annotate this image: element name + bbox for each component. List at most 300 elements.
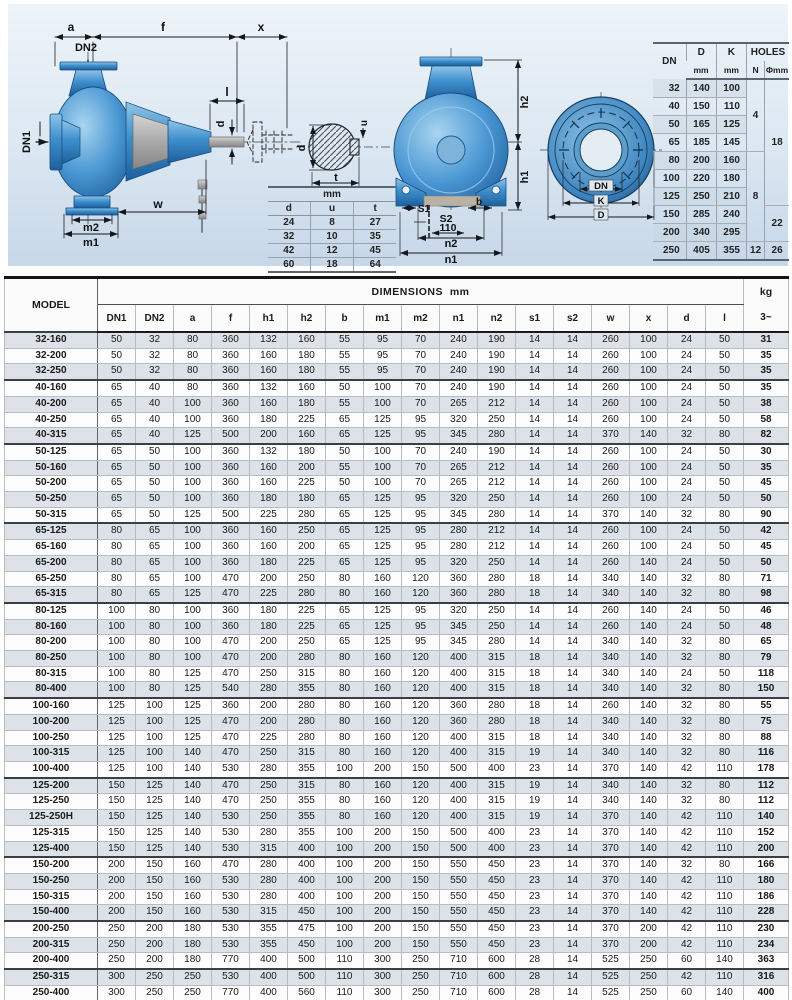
kg-cell: 88 [744,730,789,746]
model-cell: 32-160 [5,332,98,348]
dim-value-cell: 150 [402,889,440,905]
kg-cell: 35 [744,364,789,380]
dim-value-cell: 80 [326,714,364,730]
dim-value-cell: 150 [98,778,136,794]
dim-table-row [5,985,789,1000]
dim-value-cell: 530 [212,905,250,921]
dim-value-cell: 200 [250,698,288,714]
dim-value-cell: 160 [250,540,288,556]
dim-value-cell: 95 [364,332,402,348]
model-cell: 40-200 [5,396,98,412]
kg-cell: 42 [744,523,789,539]
dim-value-cell: 40 [136,428,174,444]
dim-value-cell: 125 [364,507,402,523]
dim-value-cell: 80 [326,794,364,810]
dim-table-row [5,746,789,762]
shaft-table-cell: 42 [268,244,310,258]
flange-table-cell: 140 [686,79,716,98]
dim-value-cell: 14 [516,460,554,476]
kg-column-header: kg [744,278,789,305]
dim-value-cell: 95 [402,555,440,571]
dim-value-cell: 110 [706,889,744,905]
dim-table-row [5,380,789,396]
flange-table-cell: 40 [653,98,686,116]
flange-table-cell: 295 [716,224,746,242]
dim-value-cell: 250 [250,794,288,810]
dim-value-cell: 80 [136,603,174,619]
dim-value-cell: 14 [516,619,554,635]
dim-dn1-label: DN1 [21,130,33,154]
dim-value-cell: 140 [630,857,668,873]
dim-value-cell: 225 [288,476,326,492]
model-cell: 250-315 [5,969,98,985]
dim-value-cell: 18 [516,730,554,746]
dim-value-cell: 200 [98,905,136,921]
dim-value-cell: 14 [554,810,592,826]
dim-value-cell: 500 [288,953,326,969]
dim-value-cell: 110 [706,905,744,921]
dim-value-cell: 160 [174,873,212,889]
dim-value-cell: 280 [440,540,478,556]
dim-value-cell: 125 [364,428,402,444]
dim-value-cell: 100 [136,746,174,762]
model-cell: 40-160 [5,380,98,396]
flange-holes-phi-cell: 26 [765,242,789,261]
dim-value-cell: 280 [288,651,326,667]
flange-table-row [653,206,789,224]
dim-value-cell: 65 [98,380,136,396]
dim-value-cell: 125 [136,778,174,794]
dim-table-row [5,460,789,476]
kg-cell: 112 [744,778,789,794]
dim-value-cell: 65 [98,428,136,444]
shaft-table-row [268,230,396,244]
dim-value-cell: 50 [136,492,174,508]
dim-value-cell: 95 [402,523,440,539]
kg-cell: 30 [744,444,789,460]
dim-value-cell: 80 [98,571,136,587]
dim-table-row [5,698,789,714]
dim-value-cell: 710 [440,985,478,1000]
dim-table-row [5,555,789,571]
kg-cell: 35 [744,348,789,364]
dim-value-cell: 525 [592,985,630,1000]
dim-value-cell: 14 [554,682,592,698]
shaft-table-row [268,258,396,273]
dim-value-cell: 42 [668,969,706,985]
dim-value-cell: 32 [136,348,174,364]
dim-value-cell: 160 [174,889,212,905]
dim-value-cell: 600 [478,985,516,1000]
dim-m1-label: m1 [83,237,99,249]
dim-value-cell: 100 [364,396,402,412]
model-cell: 80-250 [5,651,98,667]
dim-value-cell: 32 [668,730,706,746]
dim-value-cell: 450 [478,857,516,873]
model-cell: 40-315 [5,428,98,444]
dim-value-cell: 80 [136,666,174,682]
dim-value-cell: 50 [706,523,744,539]
dim-value-cell: 80 [706,794,744,810]
dim-table-row [5,666,789,682]
dim-value-cell: 28 [516,953,554,969]
dim-value-cell: 450 [478,873,516,889]
dim-value-cell: 160 [250,460,288,476]
dim-value-cell: 80 [98,540,136,556]
flange-d-label: D [597,210,605,221]
dim-value-cell: 80 [706,857,744,873]
dim-value-cell: 110 [706,841,744,857]
dim-value-cell: 340 [592,714,630,730]
dim-s1-label: S1 [417,204,431,215]
dim-value-cell: 50 [326,444,364,460]
dim-value-cell: 260 [592,698,630,714]
shaft-d-label: d [296,144,308,152]
dim-value-cell: 14 [516,603,554,619]
dim-table-row [5,396,789,412]
dim-value-cell: 160 [250,348,288,364]
dim-column-header: x [630,305,668,333]
dim-value-cell: 150 [402,937,440,953]
dim-value-cell: 120 [402,666,440,682]
dim-value-cell: 55 [326,396,364,412]
flange-table-cell: 32 [653,79,686,98]
dim-value-cell: 23 [516,825,554,841]
dim-value-cell: 500 [288,969,326,985]
dim-value-cell: 14 [554,666,592,682]
dim-value-cell: 140 [630,507,668,523]
dim-value-cell: 100 [174,492,212,508]
dim-table-row [5,682,789,698]
dim-value-cell: 65 [326,555,364,571]
dim-value-cell: 65 [98,412,136,428]
flange-table-cell: 65 [653,134,686,152]
dim-value-cell: 360 [212,412,250,428]
dim-value-cell: 450 [288,937,326,953]
dim-value-cell: 300 [364,969,402,985]
dimensions-span-header: DIMENSIONS mm [98,278,744,305]
dim-value-cell: 450 [478,905,516,921]
dim-value-cell: 50 [706,380,744,396]
dim-f-label: f [161,20,165,34]
dim-value-cell: 140 [630,651,668,667]
dim-column-header: h1 [250,305,288,333]
dim-value-cell: 340 [592,730,630,746]
dim-value-cell: 100 [630,476,668,492]
dim-value-cell: 200 [250,635,288,651]
shaft-table-cell: 60 [268,258,310,273]
dim-value-cell: 600 [478,953,516,969]
dim-value-cell: 60 [668,985,706,1000]
dim-value-cell: 160 [250,364,288,380]
dim-value-cell: 18 [516,682,554,698]
dim-value-cell: 180 [250,492,288,508]
kg-cell: 180 [744,873,789,889]
dim-value-cell: 24 [668,666,706,682]
dim-value-cell: 32 [668,571,706,587]
dim-value-cell: 470 [212,746,250,762]
dim-table-row [5,730,789,746]
dim-table-row [5,492,789,508]
dim-value-cell: 260 [592,444,630,460]
dim-value-cell: 315 [478,682,516,698]
dim-table-row [5,921,789,937]
dim-value-cell: 710 [440,969,478,985]
dim-value-cell: 200 [364,873,402,889]
dim-value-cell: 140 [630,428,668,444]
dim-value-cell: 14 [554,476,592,492]
dim-value-cell: 65 [98,476,136,492]
dim-value-cell: 125 [364,540,402,556]
dim-value-cell: 150 [402,761,440,777]
flange-table-cell: 250 [686,188,716,206]
dim-value-cell: 50 [706,348,744,364]
dim-n1-label: n1 [444,254,458,266]
dim-value-cell: 360 [212,476,250,492]
dim-value-cell: 110 [326,985,364,1000]
flange-table-cell: 355 [716,242,746,261]
dim-column-header: DN1 [98,305,136,333]
flange-table-cell: 110 [716,98,746,116]
dim-table-row [5,810,789,826]
dim-value-cell: 14 [554,444,592,460]
flange-table-row [653,79,789,98]
dim-value-cell: 360 [440,698,478,714]
dim-value-cell: 140 [630,905,668,921]
dim-value-cell: 340 [592,794,630,810]
flange-dimensions-table [653,42,789,261]
dim-value-cell: 345 [440,619,478,635]
dim-value-cell: 150 [136,873,174,889]
dim-value-cell: 240 [440,380,478,396]
kg-cell: 48 [744,619,789,635]
dim-value-cell: 160 [364,714,402,730]
dim-value-cell: 280 [478,507,516,523]
dim-value-cell: 24 [668,492,706,508]
dim-value-cell: 32 [668,714,706,730]
dim-value-cell: 180 [288,348,326,364]
dim-value-cell: 32 [668,857,706,873]
dim-value-cell: 200 [288,460,326,476]
model-cell: 50-160 [5,460,98,476]
dim-value-cell: 280 [478,587,516,603]
dim-value-cell: 132 [250,380,288,396]
dim-h1-label: h1 [519,170,531,184]
dim-value-cell: 400 [440,682,478,698]
dim-value-cell: 260 [592,332,630,348]
dim-table-row [5,905,789,921]
flange-holes-phi-cell: 18 [765,79,789,206]
dim-value-cell: 100 [98,635,136,651]
pump-dimensions-table [4,276,789,1000]
flange-table-cell: 220 [686,170,716,188]
model-cell: 65-200 [5,555,98,571]
dim-value-cell: 250 [98,937,136,953]
dim-value-cell: 120 [402,714,440,730]
dim-value-cell: 100 [174,460,212,476]
dim-value-cell: 360 [440,714,478,730]
dim-value-cell: 14 [554,953,592,969]
dim-value-cell: 55 [326,348,364,364]
dim-value-cell: 315 [250,841,288,857]
kg-cell: 140 [744,810,789,826]
dim-value-cell: 125 [174,666,212,682]
kg-cell: 234 [744,937,789,953]
flange-table-cell: 200 [686,152,716,170]
kg-cell: 363 [744,953,789,969]
shaft-table-row [268,216,396,230]
dim-value-cell: 450 [288,905,326,921]
dim-value-cell: 23 [516,889,554,905]
dim-value-cell: 14 [516,428,554,444]
dim-value-cell: 120 [402,730,440,746]
flange-col-phi: Φmm [765,61,789,79]
dim-value-cell: 200 [250,571,288,587]
dim-value-cell: 80 [98,555,136,571]
dim-value-cell: 315 [478,810,516,826]
dim-table-row [5,889,789,905]
dim-value-cell: 160 [288,332,326,348]
dim-value-cell: 100 [174,619,212,635]
dim-value-cell: 470 [212,794,250,810]
dim-value-cell: 24 [668,396,706,412]
technical-drawings-section [0,0,792,272]
dim-value-cell: 100 [326,921,364,937]
dim-value-cell: 80 [706,635,744,651]
dim-value-cell: 200 [364,841,402,857]
dim-value-cell: 140 [630,794,668,810]
dim-value-cell: 180 [250,603,288,619]
dim-value-cell: 120 [402,698,440,714]
dim-value-cell: 150 [402,905,440,921]
dim-value-cell: 315 [478,746,516,762]
kg-cell: 98 [744,587,789,603]
flange-table-cell: 100 [716,79,746,98]
dim-value-cell: 80 [326,810,364,826]
dim-value-cell: 250 [250,666,288,682]
flange-holes-phi-cell: 22 [765,206,789,242]
kg-cell: 150 [744,682,789,698]
dim-value-cell: 50 [98,332,136,348]
dim-value-cell: 80 [326,746,364,762]
shaft-table-cell: 35 [354,230,396,244]
dim-value-cell: 50 [706,412,744,428]
dim-value-cell: 540 [212,682,250,698]
flange-table-cell: 50 [653,116,686,134]
dim-value-cell: 32 [136,332,174,348]
model-cell: 50-315 [5,507,98,523]
dim-value-cell: 140 [630,587,668,603]
shaft-table-cell: 10 [310,230,354,244]
dim-value-cell: 110 [706,825,744,841]
flange-col-k-unit: mm [716,61,746,79]
dim-value-cell: 14 [554,889,592,905]
dim-value-cell: 18 [516,651,554,667]
dim-value-cell: 65 [98,460,136,476]
dim-value-cell: 530 [212,873,250,889]
flange-col-d: D [686,43,716,61]
dim-value-cell: 200 [364,889,402,905]
dim-value-cell: 710 [440,953,478,969]
dim-column-header: b [326,305,364,333]
dim-value-cell: 65 [136,523,174,539]
dim-value-cell: 80 [174,332,212,348]
dim-value-cell: 160 [364,682,402,698]
dim-value-cell: 525 [592,953,630,969]
dim-value-cell: 160 [364,571,402,587]
kg-cell: 316 [744,969,789,985]
dim-value-cell: 24 [668,380,706,396]
flange-table-cell: 165 [686,116,716,134]
dim-value-cell: 770 [212,985,250,1000]
dim-value-cell: 180 [288,492,326,508]
dim-value-cell: 265 [440,460,478,476]
dim-value-cell: 80 [98,523,136,539]
model-cell: 100-250 [5,730,98,746]
dim-value-cell: 260 [592,603,630,619]
dim-value-cell: 80 [98,587,136,603]
flange-table-cell: 145 [716,134,746,152]
dim-value-cell: 360 [440,587,478,603]
dim-value-cell: 100 [174,476,212,492]
dim-value-cell: 100 [326,873,364,889]
dim-value-cell: 14 [516,635,554,651]
dim-a-label: a [67,20,75,34]
dim-table-row [5,953,789,969]
dim-value-cell: 80 [706,778,744,794]
dim-value-cell: 530 [212,937,250,953]
dim-value-cell: 140 [706,953,744,969]
model-cell: 32-200 [5,348,98,364]
dim-value-cell: 23 [516,873,554,889]
dim-value-cell: 70 [402,396,440,412]
shaft-col-header: t [354,202,396,216]
dim-value-cell: 100 [326,761,364,777]
dim-value-cell: 50 [136,444,174,460]
dim-value-cell: 23 [516,905,554,921]
dim-value-cell: 260 [592,460,630,476]
dim-value-cell: 125 [364,619,402,635]
dim-value-cell: 14 [554,937,592,953]
dim-value-cell: 140 [630,714,668,730]
dim-value-cell: 200 [364,937,402,953]
dim-value-cell: 180 [250,555,288,571]
dim-value-cell: 125 [364,635,402,651]
dim-value-cell: 140 [630,666,668,682]
model-cell: 80-400 [5,682,98,698]
dim-value-cell: 315 [288,666,326,682]
shaft-u-label: u [359,119,370,127]
dim-value-cell: 280 [250,825,288,841]
dim-value-cell: 120 [402,587,440,603]
dim-value-cell: 190 [478,380,516,396]
dim-value-cell: 80 [326,587,364,603]
kg-phase-subheader: 3~ [744,305,789,333]
dim-value-cell: 250 [250,746,288,762]
dim-value-cell: 42 [668,921,706,937]
dim-column-header: s2 [554,305,592,333]
dim-value-cell: 14 [554,348,592,364]
dim-value-cell: 250 [630,985,668,1000]
dim-value-cell: 160 [364,794,402,810]
dim-value-cell: 80 [326,698,364,714]
dim-value-cell: 260 [592,492,630,508]
dim-value-cell: 160 [250,523,288,539]
dim-value-cell: 315 [478,730,516,746]
dim-value-cell: 14 [554,332,592,348]
flange-table-cell: 240 [716,206,746,224]
dim-value-cell: 32 [668,778,706,794]
